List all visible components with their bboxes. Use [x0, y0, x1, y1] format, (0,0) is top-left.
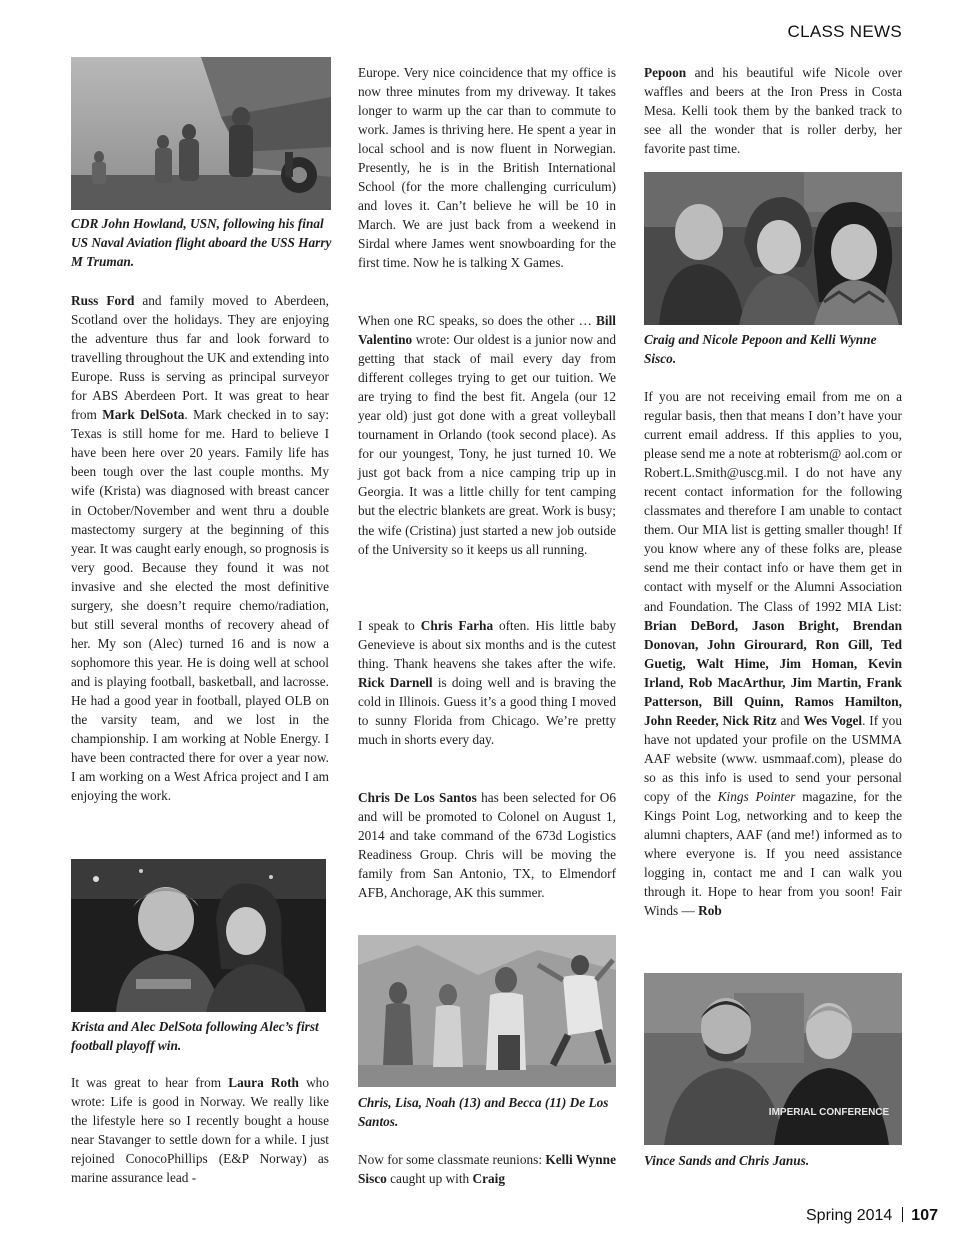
photo-sands-janus — [644, 973, 902, 1145]
shirt-text: IMPERIAL CONFERENCE — [768, 1107, 890, 1118]
name-mark-delsota: Mark DelSota — [102, 407, 185, 423]
paragraph-russ-ford: Russ Ford and family moved to Aberdeen, Scotland over the holidays. They are enjoying the adventure thus far and look forward to travelling throughout the UK and extending into Europe. Russ is serving as principal surveyor for ABS Aberdeen Port. It was great to hear from Mark DelSota. Mark checked in to say: Texas is still home for me. Hard to believe I have been here over 20 years. Family life has been tough over the last couple months. My wife (Krista) was diagnosed with breast cancer in October/November and went thru a double mastectomy surgery at the beginning of this year. It was caught early enough, so prognosis is very good. Because they found it was not invasive and she elected the most definitive surgery, she doesn’t require chemo/radiation, but still several months of recovery ahead of her. My son (Alec) turned 16 and is now a sophomore this year. He is doing well at school and is playing football, basketball, and lacrosse. He had a good year in football, played OLB on the varsity team, and we lost in the championship. I am working at Noble Energy. I have been contracted there for over a year now. I am working on a West Africa project and I am enjoying the work. — [71, 293, 330, 804]
photo-pepoon-sisco-image — [644, 172, 902, 325]
photo-howland-aircraft-image — [71, 57, 331, 210]
caption-pepoon-sisco: Craig and Nicole Pepoon and Kelli Wynne Sisco. — [644, 332, 877, 366]
name-craig: Craig — [472, 1171, 506, 1187]
name-chris-farha: Chris Farha — [420, 618, 494, 633]
name-bill-valentino: Bill Valentino — [358, 313, 616, 348]
paragraph-chris-farha: I speak to Chris Farha often. His little baby Genevieve is about six months and is the cutest thing. Thank heavens she takes after the wife. Rick Darnell is doing well and is braving the cold in Illinois. Guess it’s a good thing I moved to sunny Florida from Chicago. We’re pretty much in shorts every day. — [358, 618, 617, 748]
paragraph-pepoon: Pepoon and his beautiful wife Nicole over waffles and beers at the Iron Press in Costa Mesa. Kelli took them by the banked track to see all the wonder that is roller derby, her favorite past time. — [644, 65, 902, 157]
paragraph-reunions: Now for some classmate reunions: Kelli Wynne Sisco caught up with Craig — [358, 1152, 616, 1187]
name-laura-roth: Laura Roth — [228, 1075, 299, 1090]
paragraph-chris-de-los-santos: Chris De Los Santos has been selected for O6 and will be promoted to Colonel on August 1, 2014 and take command of the 673d Logistics Readiness Group. Chris will be moving the family from San Antonio, TX, to Elmendorf AFB, Anchorage, AK this summer. — [358, 790, 616, 901]
photo-pepoon-sisco — [644, 172, 902, 325]
caption-de-los-santos: Chris, Lisa, Noah (13) and Becca (11) De Los Santos. — [358, 1095, 609, 1129]
signature-rob: Rob — [698, 903, 722, 919]
photo-de-los-santos-image — [358, 935, 616, 1087]
mia-names: Brian DeBord, Jason Bright, Brendan Donovan, John Girourard, Ron Gill, Ted Guetig, Walt Hime, Jim Homan, Kevin Irland, Rob MacArthur, Jim Martin, Frank Patterson, Bill Quinn, Ramos Hamilton, John Reeder, Nick Ritz — [644, 617, 902, 728]
paragraph-norway-cont: Europe. Very nice coincidence that my office is now three minutes from my driveway. It takes longer to warm up the car than to commute to work. James is thriving here. He spent a year in local school and is now fluent in Norwegian. Presently, he is in the British International School (for the more challenging curriculum) and loves it. Can’t believe he will be 10 in March. We are just back from a weekend in Sirdal where James went snowboarding for the first time. Now he is talking X Games. — [358, 65, 616, 271]
photo-krista-alec — [71, 859, 326, 1012]
photo-sands-janus-image — [644, 973, 902, 1145]
name-russ-ford: Russ Ford — [71, 293, 135, 308]
paragraph-laura-roth: It was great to hear from Laura Roth who wrote: Life is good in Norway. We really like the lifestyle here so I recently bought a house near Stavanger to settle down for a while. I just rejoined ConocoPhillips (E&P Norway) as marine assurance lead - — [71, 1075, 329, 1186]
footer-divider — [902, 1207, 903, 1222]
caption-sands-janus: Vince Sands and Chris Janus. — [644, 1153, 810, 1168]
paragraph-bill-valentino: When one RC speaks, so does the other … Bill Valentino wrote: Our oldest is a junior now and getting that stack of mail every day from different colleges trying to get our tuition. We are trying to find the best fit. Angela (our 12 year old) just got done with a great volleyball tournament in Orlando (took second place). As for our youngest, Tony, he just turned 10. We just got back from a nice camping trip up in Georgia. It was a little chilly for tent camping but the electric blankets are great. Work is busy; the wife (Cristina) just started a new job outside of the University so it keeps us all running. — [358, 313, 616, 557]
magazine-title: Kings Pointer — [717, 788, 796, 804]
name-wes-vogel: Wes Vogel — [803, 712, 863, 728]
page-number: 107 — [911, 1207, 938, 1224]
photo-howland-aircraft — [71, 57, 331, 210]
paragraph-mia-list: If you are not receiving email from me on a regular basis, then that means I don’t have your current email address. If this applies to you, please send me a note at robterism@ aol.com or Robert.L.Smith@uscg.mil. I do not have any recent contact information for the following classmates and therefore I am unable to contact them. Our MIA list is getting smaller though! If you know where any of these folks are, please send me their contact info or have them get in contact with myself or the Alumni Association and Foundation. The Class of 1992 MIA List: Brian DeBord, Jason Bright, Brendan Donovan, John Girourard, Ron Gill, Ted Guetig, Walt Hime, Jim Homan, Kevin Irland, Rob MacArthur, Jim Martin, Frank Patterson, Bill Quinn, Ramos Hamilton, John Reeder, Nick Ritz and Wes Vogel. If you have not updated your profile on the USMMA AAF website (www. usmmaaf.com), please do so as this info is used to send your personal copy of the Kings Pointer magazine, for the Kings Point Log, networking and to keep the alumni chapters, AAF (and me!) informed as to where everyone is. If you need assistance logging in, contact me and I can walk you through it. Hope to hear from you soon! Fair Winds — Rob — [644, 389, 902, 919]
name-rick-darnell: Rick Darnell — [358, 675, 433, 691]
caption-howland: CDR John Howland, USN, following his final US Naval Aviation flight aboard the USS Harry M Truman. — [71, 216, 332, 269]
section-label: CLASS NEWS — [787, 22, 902, 41]
name-kelli-wynne-sisco: Kelli Wynne Sisco — [358, 1152, 616, 1187]
caption-delsota: Krista and Alec DelSota following Alec’s first football playoff win. — [71, 1019, 319, 1053]
issue-label: Spring 2014 — [806, 1207, 893, 1224]
name-chris-de-los-santos: Chris De Los Santos — [358, 790, 477, 805]
page-footer — [806, 1207, 938, 1225]
photo-krista-alec-image — [71, 859, 326, 1012]
photo-de-los-santos-family — [358, 935, 616, 1087]
name-pepoon: Pepoon — [644, 65, 687, 80]
